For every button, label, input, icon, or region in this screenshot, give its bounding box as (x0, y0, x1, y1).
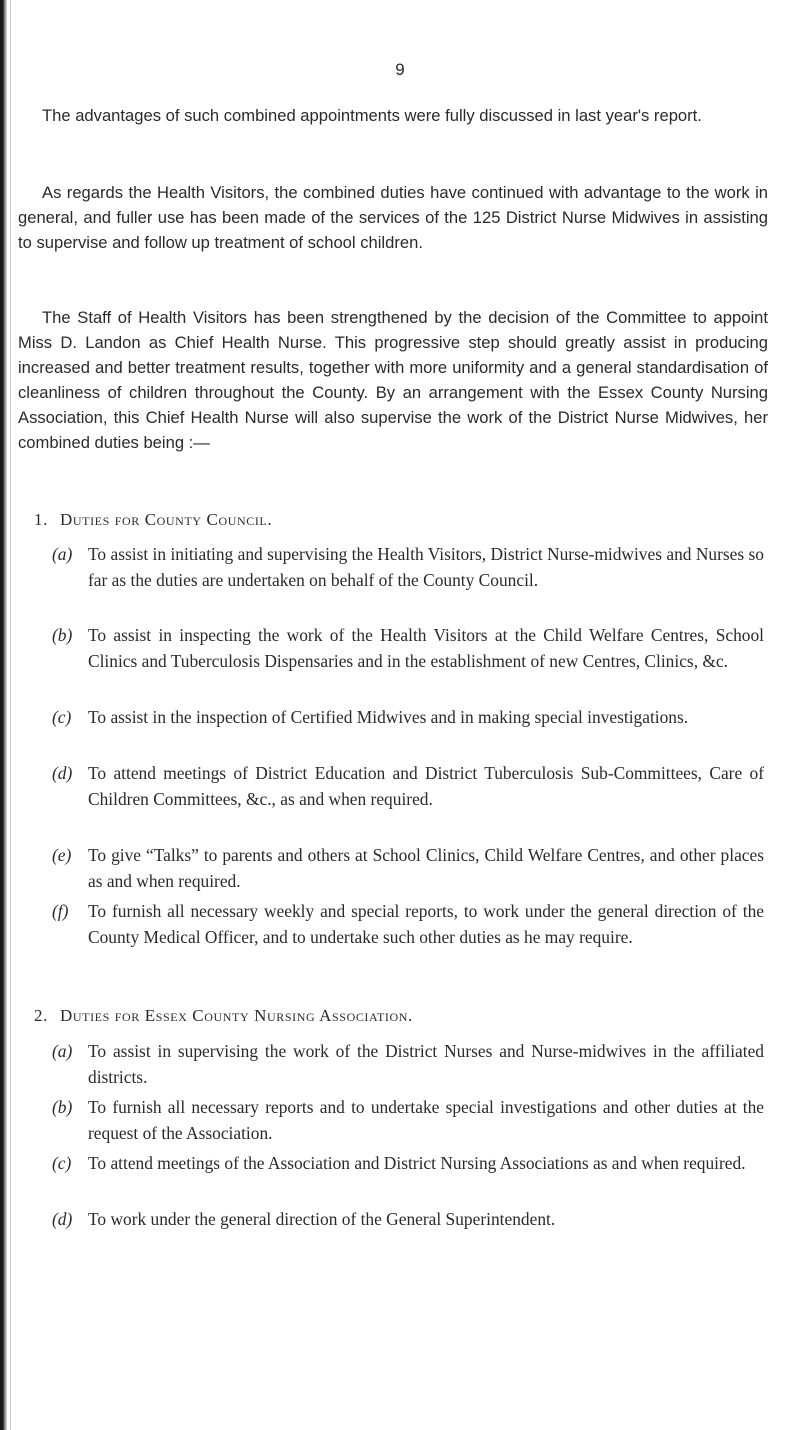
section-title: Duties for County Council. (60, 510, 273, 529)
item-marker: (b) (52, 1097, 73, 1117)
item-text: To give “Talks” to parents and others at School Clinics, Child Welfare Centres, and other places as and when required. (88, 845, 764, 891)
page-binding-line (10, 0, 11, 1430)
section-number: 2. (34, 1006, 48, 1025)
list-item (52, 541, 764, 593)
paragraph-advantages: The advantages of such combined appointments were fully discussed in last year's report. (42, 106, 702, 125)
item-text: To assist in the inspection of Certified Midwives and in making special investigations. (88, 707, 689, 727)
list-item (52, 1150, 764, 1176)
item-marker: (f) (52, 901, 69, 921)
list-item (52, 622, 764, 674)
item-text: To attend meetings of District Education and District Tuberculosis Sub-Committees, Care of Children Committees, &c., as and when required. (88, 763, 764, 809)
item-text: To assist in inspecting the work of the Health Visitors at the Child Welfare Centres, School Clinics and Tuberculosis Dispensaries and in the establishment of new Centres, Clinics, &c. (88, 625, 764, 671)
item-text: To furnish all necessary reports and to undertake special investigations and other duties at the request of the Association. (88, 1097, 764, 1143)
item-marker: (a) (52, 544, 73, 564)
item-marker: (a) (52, 1041, 73, 1061)
section-number: 1. (34, 510, 48, 529)
page-number: 9 (395, 60, 405, 79)
section-title: Duties for Essex County Nursing Association. (60, 1006, 413, 1025)
paragraph-health-visitors: As regards the Health Visitors, the combined duties have continued with advantage to the work in general, and fuller use has been made of the services of the 125 District Nurse Midwives in assisting to supervise and follow up treatment of school children. (18, 183, 768, 252)
item-text: To attend meetings of the Association and District Nursing Associations as and when required. (88, 1153, 746, 1173)
item-marker: (e) (52, 845, 72, 865)
item-marker: (d) (52, 1209, 73, 1229)
list-item (52, 760, 764, 812)
page-binding-edge (0, 0, 7, 1430)
list-item (52, 1038, 764, 1090)
list-item (52, 704, 764, 730)
item-marker: (c) (52, 707, 72, 727)
item-text: To furnish all necessary weekly and special reports, to work under the general direction of the County Medical Officer, and to undertake such other duties as he may require. (88, 901, 764, 947)
list-item (52, 898, 764, 950)
list-item (52, 1094, 764, 1146)
item-marker: (c) (52, 1153, 72, 1173)
section-heading-nursing-association (34, 1006, 764, 1026)
item-text: To assist in initiating and supervising the Health Visitors, District Nurse-midwives and Nurses so far as the duties are undertaken on behalf of the County Council. (88, 544, 764, 590)
paragraph-staff: The Staff of Health Visitors has been strengthened by the decision of the Committee to appoint Miss D. Landon as Chief Health Nurse. This progressive step should greatly assist in producing increased and better treatment results, together with more uniformity and a general standardisation of cleanliness of children throughout the County. By an arrangement with the Essex County Nursing Association, this Chief Health Nurse will also supervise the work of the District Nurse Midwives, her combined duties being :— (18, 308, 768, 452)
item-marker: (b) (52, 625, 73, 645)
item-marker: (d) (52, 763, 73, 783)
list-item (52, 1206, 764, 1232)
item-text: To work under the general direction of the General Superintendent. (88, 1209, 556, 1229)
item-text: To assist in supervising the work of the District Nurses and Nurse-midwives in the affiliated districts. (88, 1041, 764, 1087)
list-item (52, 842, 764, 894)
section-heading-county-council (34, 510, 764, 530)
